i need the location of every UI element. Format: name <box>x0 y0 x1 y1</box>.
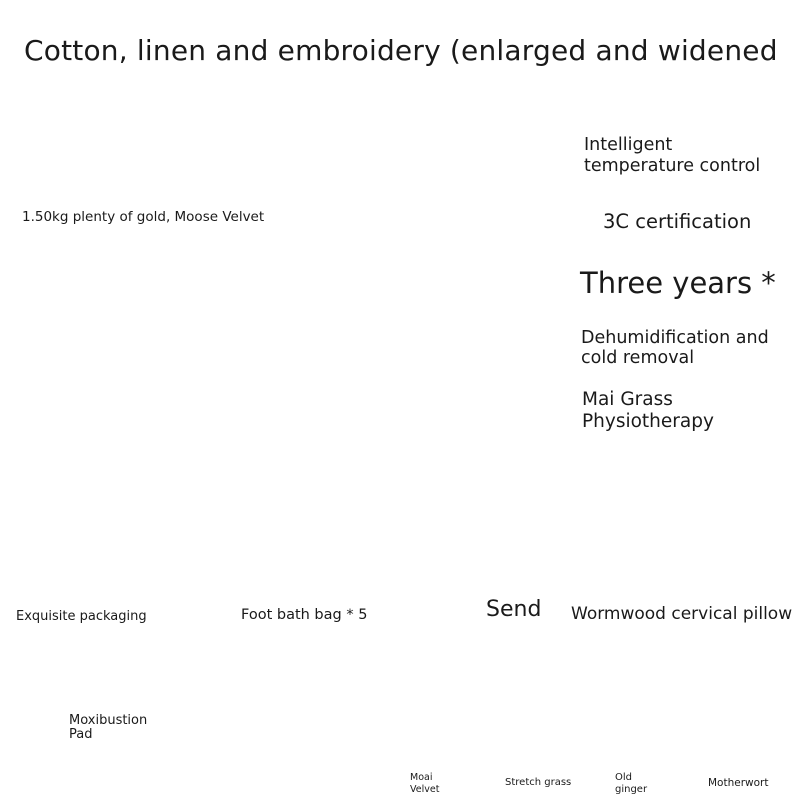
feature-warranty: Three years * <box>580 266 776 300</box>
feature-temperature-control <box>584 135 760 177</box>
feature-dehumidification-line1: Dehumidification and <box>581 328 769 348</box>
product-title: Cotton, linen and embroidery (enlarged and widened <box>24 34 778 67</box>
ingredient-motherwort: Motherwort <box>708 777 769 789</box>
ginger-line2: ginger <box>615 784 648 796</box>
moai-line1: Moai <box>410 772 433 783</box>
gift-moxibustion-pad-label <box>69 714 147 741</box>
filling-description: 1.50kg plenty of gold, Moose Velvet <box>22 209 265 225</box>
gift-packaging-label: Exquisite packaging <box>16 609 147 624</box>
gift-foot-bath-bag-label: Foot bath bag * 5 <box>241 607 368 623</box>
feature-grass-line1: Mai Grass <box>582 389 673 410</box>
gift-pillow-label: Wormwood cervical pillow <box>571 604 793 624</box>
feature-dehumidification <box>581 328 769 368</box>
feature-dehumidification-line2: cold removal <box>581 348 695 369</box>
feature-certification: 3C certification <box>603 210 752 233</box>
moai-line2: Velvet <box>410 783 440 795</box>
feature-grass-line2: Physiotherapy <box>582 410 714 432</box>
ingredient-moai-velvet <box>410 772 439 795</box>
ingredient-stretch-grass: Stretch grass <box>505 777 572 788</box>
ginger-line1: Old <box>615 772 632 783</box>
moxibustion-line1: Moxibustion <box>69 713 148 728</box>
feature-grass-physiotherapy <box>582 389 714 433</box>
gift-send-label: Send <box>486 597 542 622</box>
feature-temperature-line1: Intelligent <box>584 135 673 155</box>
feature-temperature-line2: temperature control <box>584 156 761 176</box>
ingredient-old-ginger <box>615 772 647 796</box>
moxibustion-line2: Pad <box>69 726 93 742</box>
